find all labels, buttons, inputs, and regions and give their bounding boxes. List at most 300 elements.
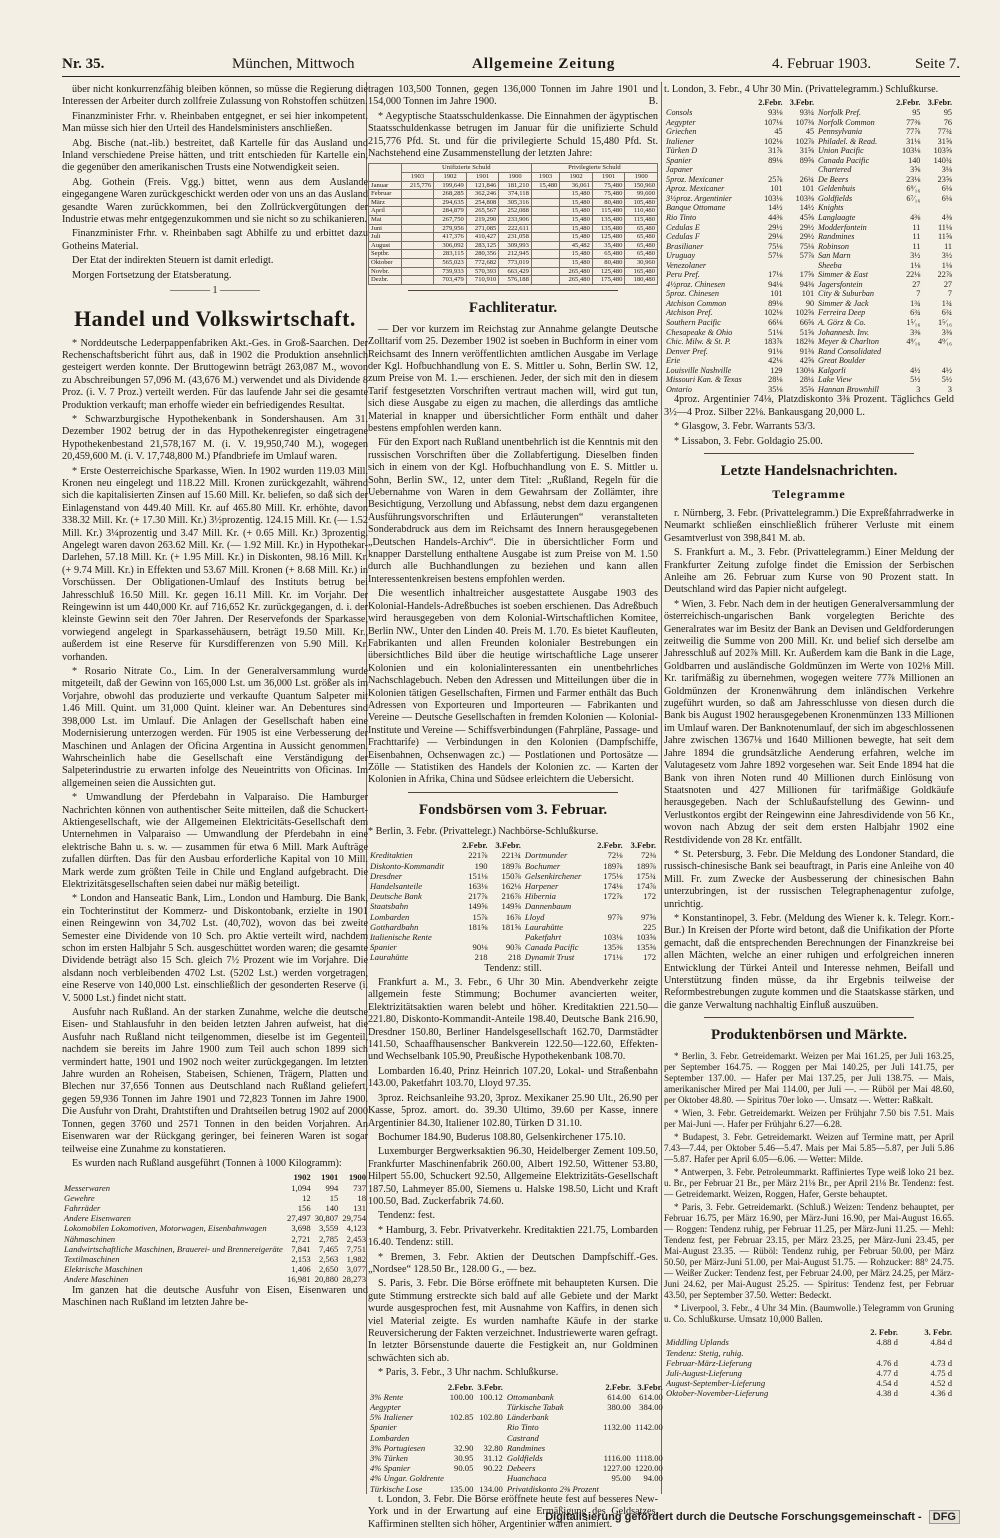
table-cell: 267,750 [434,216,467,225]
table-cell [601,1412,633,1422]
table-cell: 410,427 [466,233,499,242]
table-cell: Knights [818,203,844,213]
table-cell: 4.73 d [930,1357,952,1368]
table-cell: 3⅜ [941,327,952,337]
market-paragraph: Bochumer 184.90, Buderus 108.80, Gelsenkirchener 175.10. [378,1131,626,1143]
table-cell: Nähmaschinen [64,1233,116,1244]
table-header-cell: 1903 [531,173,559,182]
table-cell: 1220.00 [634,1463,663,1474]
table-header-cell: 1901 [321,1172,339,1183]
table-cell: Gotthardbahn [370,921,419,932]
table-cell: 42⅛ [768,356,783,366]
table-cell: 80,480 [592,258,625,267]
table-cell: 1,094 [291,1182,311,1193]
table-cell: 2,785 [318,1233,339,1244]
table-cell: 172 [643,891,656,902]
table-cell: Chartered [818,165,852,175]
table-cell: Privatdiskonto 2⅜ Prozent [506,1483,599,1494]
paragraph: Die wesentlich inhaltreicher ausgestattete Ausgabe 1903 des Kolonial-Handels-Adreßbuches ist soeben erschienen. Das Adreßbuch wird herausgegeben von dem Kolonial-Wirtschaftlichen Komitee, Berlin NW., Unter den Linden 40. Preis M. 1.70. Es bietet Kaufleuten, Fabrikanten und allen Freunden kolonialer Bestrebungen ein übersichtliches Bild über die heutige wirtschaftliche Lage unserer Kolonien und ein kolonialinteressanten ein unentbehrliches Nachschlagebuch. Neben den Adressen und Mitteilungen über die in Kolonien tätigen Gesellschaften, Firmen und Farmer enthält das Buch Adressen von Exporteuren und Importeuren — Fabrikanten und Vereine — Deutsche Gesellschaften in fremden Kolonien — Kolonial-Institute und Vereine — Schiffsverbindungen (Fahrpläne, Passage- und Frachttarife) — Verbindungen in den Kolonien (Dampfschiffe, Eisenbahnen, Ochsenwagen zc.) — Postlationen und Portosätze — Zölle — Statistiken des Handels der Kolonien zc. — Karten der Kolonien in Afrika, China und Südsee erleichtern die Uebersicht. [368,588,658,786]
market-paragraph: * Wien, 3. Febr. Getreidemarkt. Weizen per Frühjahr 7.50 bis 7.51. Mais per Mai-Juni —. Hafer per Frühjahr 6.27—6.28. [664,1108,954,1130]
market-paragraph: * Antwerpen, 3. Febr. Petroleummarkt. Raffiniertes Type weiß loko 21 bez. u. Br., per Februar 21 Br., per März 21⅛ Br., per April 21⅛ Br. Tendenz: fest. — Getreidemarkt. Weizen, Roggen, Hafer, Gerste behauptet. [664,1167,954,1200]
table-cell: 175¾ [636,870,656,881]
table-cell: 3⅜ [910,327,921,337]
table-cell: 216⅞ [501,891,521,902]
table-cell: 80,480 [592,198,625,207]
place-date: München, Mittwoch [232,56,355,72]
table-cell: 22⅞ [937,270,952,280]
table-cell: 45 [805,127,815,137]
page-number: Seite 7. [915,56,960,72]
table-cell [531,190,559,199]
table-cell: 28⅛ [768,375,783,385]
table-header-cell: 1900 [348,1172,366,1183]
table-row [369,241,658,250]
table-cell: 150,960 [625,181,658,190]
table-cell: 3½proz. Argentinier [666,193,732,203]
table-cell [446,1433,475,1443]
table-header-cell [505,1382,601,1392]
table-cell: San Marn [818,251,851,261]
table-cell: 42⅝ [799,356,815,366]
table-cell: 174⅛ [603,881,623,891]
table-cell: 165,480 [625,267,658,276]
table-cell: 131 [353,1202,366,1213]
table-cell: 94⅛ [768,279,783,289]
table-cell [446,1422,475,1432]
table-cell: Geldenhuis [818,184,856,194]
table-cell: 212,945 [499,250,532,259]
table-row [664,318,954,328]
table-cell: Italiener [666,136,695,146]
table-cell: 29,754 [342,1213,366,1224]
table-cell: 94.00 [643,1473,663,1484]
table-row [664,213,954,223]
table-header-cell: 1901 [592,173,625,182]
table-cell [601,1443,633,1453]
table-cell: 65,480 [592,250,625,259]
table-cell: 219,290 [466,216,499,225]
table-cell [475,1473,504,1483]
table-cell: 72⅜ [640,850,656,861]
table-cell [401,241,434,250]
table-cell: 294,635 [434,198,467,207]
table-group-header: Unifizierte Schuld [401,164,531,173]
top-paragraph [368,84,658,109]
article-paragraph: * Umwandlung der Pferdebahn in Valparaiso. Die Hamburger Nachrichten können von authentischer Seite mitteilen, daß die Schuckert-Aktiengesellschaft, wie der Allgemeinen Elektricitäts-Gesellschaft dem Unternehmen in Valparaiso — Umwandlung der Pferdebahn in eine elektrische Bahn u. s. w. — zusammen für etwa 6 Mill. Mark Aufträge zufallen dürften. Das für den Ausbau erforderliche Kapital von 10 Mill. Mark werde zum größten Teile in Chile und England aufgebracht. Die Elektrizitätsgesellschaften seien dabei nur mäßig beteiligt. [62,792,368,890]
article-paragraph: * Schwarzburgische Hypothekenbank in Sondershausen. Am 31. Dezember 1902 betrug der in das Hypothekenregister eingetragene Hypothekenbestand 21,578,167 M. (i. V. 19,950,740 M.), wogegen 20,459,600 M. (i. V. 17,748,800 M.) Pfandbriefe im Umlauf waren. [62,413,368,463]
table-row [664,299,954,309]
table-cell: 11 [912,232,921,242]
table-cell: Pennsylvania [818,127,863,137]
table-cell: 30,960 [625,258,658,267]
table-cell: Paketfahrt [524,932,562,943]
table-row [664,1378,954,1388]
table-row [664,165,954,175]
table-cell: 20,880 [314,1274,339,1285]
table-cell: 15,480 [560,216,593,225]
column-right [664,84,954,1484]
divider [408,792,618,793]
table-cell: April [369,207,402,216]
table-cell: 1¾ [910,298,921,308]
table-cell: 11 [912,222,921,232]
table-header-cell: 3.Febr. [477,1381,503,1392]
table-cell: 380.00 [607,1402,631,1413]
table-cell: Diskonto-Kommandit [370,860,444,871]
table-cell: 51⅛ [768,327,783,337]
table-cell: Banque Ottomane [666,203,726,213]
table-cell: Dresdner [370,870,403,881]
news-paragraph: S. Frankfurt a. M., 3. Febr. (Privattelegramm.) Einer Meldung der Frankfurter Zeitung zufolge findet die Emission der Serbischen Anleihe am 26. Februar zum Kurse von 90 Prozent statt. In Deutschland wird das Papier nicht aufgelegt. [664,547,954,596]
table-cell: 3,698 [291,1223,311,1234]
divider [704,453,914,454]
table-cell: 268,285 [434,190,467,199]
table-cell: 75⅛ [768,241,783,251]
table-cell: 65,480 [625,233,658,242]
table-cell: 4⁹⁄₁₆ [937,337,952,347]
table-cell [922,356,954,366]
table-cell: 140¾ [933,155,952,165]
table-cell: 31.12 [483,1453,503,1464]
table-row [368,850,658,860]
table-cell: Meyer & Charlton [818,337,879,347]
table-cell [401,276,434,285]
table-cell: Missouri Kan. & Texas [666,375,742,385]
table-cell: 72⅛ [607,850,623,861]
table-row [369,207,658,216]
table-cell: 140 [325,1202,339,1213]
table-row [369,198,658,207]
table-cell: 89⅛ [768,298,783,308]
table-header-cell: 2.Febr. [758,98,783,108]
subsection-telegramme: Telegramme [772,486,846,501]
table-cell: 3 [947,384,952,394]
table-cell: 3⅝ [910,165,921,175]
table-cell: 6⅛ [941,193,952,203]
table-cell: 4.88 d [876,1337,898,1348]
table-row [369,258,658,267]
table-row [368,1402,665,1412]
table-cell [753,165,785,175]
table-cell: Dortmunder [524,850,568,861]
table-cell: 231,058 [499,233,532,242]
berlin-heading: * Berlin, 3. Febr. (Privattelegr.) Nachbörse-Schlußkurse. [368,825,599,837]
table-cell: 30,807 [314,1213,339,1224]
column-left [62,84,368,1484]
table-cell: Andere Eisenwaren [64,1213,131,1224]
table-cell: 565,023 [434,258,467,267]
news-paragraph: * St. Petersburg, 3. Febr. Die Meldung des Londoner Standard, die russisch-chinesische Bank sei beauftragt, in Paris eine Anleihe von 40 Mill. Fr. zum Zwecke der Ausbesserung der chinesischen Bahn unterzubringen, ist der russischen Telegraphenagentur zufolge, unrichtig. [664,848,954,910]
market-paragraph: * Paris, 3. Febr., 3 Uhr nachm. Schlußkurse. [378,1367,559,1379]
table-cell: 65,480 [625,241,658,250]
article-paragraph: * Erste Oesterreichische Sparkasse, Wien. In 1902 wurden 119.03 Mill. Kronen neu eingelegt und 118.22 Mill. Kronen zurückgezahlt, während sich die kapitalisierten Zinsen auf 15.60 Mill. Kr. beliefen, so daß sich der Einlagenstand von 449.40 Mill. Kr. auf 465.80 Mill. Kr. erhöhte, davon 338.32 Mill. Kr. (+ 17.30 Mill. Kr.) 3½prozentig. 124.15 Mill. Kr. (— 1.52 Mill. Kr.) 3¼prozentig und 3.47 Mill. Kr. (+ 0.65 Mill. Kr.) 3prozentig. Angelegt waren davon 263.62 Mill. Kr. (— 1.92 Mill. Kr.) in Hypothekar-Darlehen, 57.18 Mill. Kr. (+ 1.95 Mill. Kr.) in Diskonten, 98.16 Mill. Kr. (+ 9.74 Mill. Kr.) in Effekten und 53.67 Mill. Kronen (+ 8.68 Mill. Kr.) in Vorschüssen. Der Obligationen-Umlauf des Instituts betrug bei Jahresschluß 16.50 Mill. Kr. gegen 16.11 Mill. Kr. im Vorjahr. Der Reingewinn ist um 440,000 Kr. auf 716,652 Kr. zurückgegangen, d. i. der kleinste Gewinn seit den 70er Jahren. Der Reservefonds der Sparkasse, vorwiegend angelegt in Sparkassehäusern, beträgt 19.50 Mill. Kr., außerdem ist eine Reserve für Kursdifferenzen von 5.90 Mill. Kr. vorhanden. [62,465,368,663]
table-cell: 15,480 [560,250,593,259]
table-cell [401,267,434,276]
table-cell: Denver Pref. [666,346,708,356]
table-cell: Randmines [506,1442,546,1453]
table-cell [891,203,923,213]
table-cell: 189⅞ [636,860,656,871]
table-cell: Rand Consolidated [818,346,882,356]
table-cell: 254,808 [466,198,499,207]
table-header-cell: 3.Febr. [630,840,656,851]
table-cell: 215,776 [401,181,434,190]
table-cell: Tendenz: Stetig, ruhig. [666,1347,744,1358]
paragraph: Finanzminister Frhr. v. Rheinbaben sagt Abhilfe zu und erbittet dazu Gotheins Material. [62,228,368,252]
table-cell: Castrand [506,1432,539,1443]
table-cell: 1142.00 [635,1422,663,1433]
section-title-fondsboersen: Fondsbörsen vom 3. Februar. [418,801,608,818]
table-cell: 4% Spanier [370,1463,411,1474]
table-cell: März [369,198,402,207]
table-cell [531,216,559,225]
table-cell: Laurahütte [370,952,409,963]
table-cell: 5proz. Mexicaner [666,174,724,184]
table-cell: 7,465 [318,1243,339,1254]
table-cell: 3% Portugiesen [370,1442,426,1453]
paragraph: * Glasgow, 3. Febr. Warrants 53/3. [674,421,816,433]
table-header-cell: 3.Febr. [927,98,952,108]
table-cell: 703,479 [434,276,467,285]
table-row [369,190,658,199]
table-row [664,146,954,156]
table-cell: 149⅝ [468,901,488,912]
table-cell: 14½ [799,203,815,213]
table-cell: 994 [325,1182,339,1193]
table-cell: 222,611 [499,224,532,233]
table-cell: 7 [916,289,921,299]
table-cell: 91⅜ [799,346,815,356]
table-cell: August [369,241,402,250]
article-paragraph: Ausfuhr nach Rußland. An der starken Zunahme, welche die deutsche Eisen- und Stahlausfuhr in den beiden letzten Jahren aufweist, hat die Ausfuhr nach Rußland nicht teilgenommen, dieselbe ist im Gegenteil, nachdem sie bereits im Jahre 1900 zum Teil auch schon 1899 sich vermindert hatte, 1901 und 1902 noch weiter zurückgegangen. Im letzten Jahre wurden an Roheisen, Stabeisen, Schienen, Trägern, Platten und Blechen nur 37,656 Tonnen aus Deutschland nach Rußland geliefert, gegen 59,936 Tonnen im Jahre 1901 und 72,823 Tonnen im Jahre 1900. Die Ausfuhr von Draht, Drahtstiften und Drahtseilen betrug 1902 auf 2000 Tonnen, gegen 3760 und 2571 Tonnen in den beiden Vorjahren. An Eisenwaren war der Rückgang geringer, bei feineren Waren ist sogar teilweise eine Zunahme zu konstatieren. [62,1007,368,1155]
table-header-cell [664,98,753,108]
table-cell: Cedulas E [666,222,700,232]
table-cell: Great Boulder [818,356,866,366]
table-cell: 4.52 d [930,1378,952,1389]
export-closing: Im ganzen hat die deutsche Ausfuhr von Eisen, Eisenwaren und Maschinen nach Rußland im letzten Jahre be- [62,1284,368,1308]
table-cell: 16,981 [287,1274,311,1285]
table-cell [633,1443,665,1453]
table-cell [922,203,954,213]
table-cell: 4.76 d [876,1357,898,1368]
table-cell: 4.84 d [930,1337,952,1348]
table-cell: 2,721 [291,1233,311,1244]
table-cell: 156 [297,1202,311,1213]
table-cell: 101 [770,289,783,299]
table-cell: 175⅛ [603,870,623,881]
table-header-cell: 2.Febr. [447,1381,474,1392]
table-cell [891,347,923,357]
table-cell: 77⅞ [906,127,921,137]
table-cell: 57⅛ [768,251,783,261]
table-cell: 102⅛ [764,136,783,146]
table-cell: Dannenbaum [524,901,572,912]
table-row [368,1484,665,1494]
table-cell: Dezbr. [369,276,402,285]
table-row [664,280,954,290]
table-cell: 27,497 [287,1213,311,1224]
table-cell: 129 [770,365,783,375]
table-cell: 107⅛ [764,117,783,127]
table-cell: 151⅛ [468,870,488,881]
table-cell: 1,982 [346,1253,366,1264]
table-cell: 4½ [941,365,952,375]
table-row [369,181,658,190]
table-cell: 283,115 [434,250,467,259]
table-cell: 175,480 [592,276,625,285]
berlin-tendency: Tendenz: still. [484,962,542,974]
market-paragraph: * Liverpool, 3. Febr., 4 Uhr 34 Min. (Baumwolle.) Telegramm von Gruning u. Co. Schlußkurse. Umsatz 10,000 Ballen. [664,1303,954,1325]
table-cell: Simmer & East [818,270,869,280]
table-cell: 15,480 [560,224,593,233]
table-cell: 15⅞ [472,911,488,922]
table-cell: 181⅝ [468,921,488,932]
table-cell: 2,453 [346,1233,366,1244]
divider [704,1017,914,1018]
table-cell: Staatsbahn [370,901,409,912]
section-title-handel: Handel und Volkswirtschaft. [74,305,356,331]
table-header-cell: 1901 [466,173,499,182]
table-cell: 15,480 [560,258,593,267]
table-cell: Brasilianer [666,241,704,251]
table-cell: 5½ [910,375,921,385]
table-cell [401,207,434,216]
table-cell: 2,563 [318,1253,339,1264]
table-cell: 97⅝ [640,911,656,922]
table-cell: 16⅞ [505,911,521,922]
table-cell: 5proz. Chinesen [666,289,719,299]
egypt-table [368,163,658,284]
table-cell: Hannan Brownhill [818,384,879,394]
table-cell [531,233,559,242]
table-cell: 4.38 d [876,1388,898,1399]
column-middle [368,84,663,1530]
table-cell: 252,088 [499,207,532,216]
table-cell: 57⅞ [799,251,815,261]
table-cell: Rio Tinto [666,212,697,222]
table-cell: 306,092 [434,241,467,250]
table-row [664,194,954,204]
table-cell [591,922,624,932]
table-cell: 218 [474,952,488,963]
table-cell: Spanier [370,942,397,953]
table-cell: Laurahütte [524,921,564,932]
table-cell: 280,356 [466,250,499,259]
table-cell: 17⅝ [799,270,815,280]
table-cell: Dynamit Trust [524,952,575,963]
table-cell: 90⅞ [505,942,521,953]
egypt-paragraph: * Aegyptische Staatsschuldenkasse. Die Einnahmen der ägyptischen Staatsschuldenkasse betrugen im Januar für die unifizierte Schuld 215,776 Pfd. St. und für die privilegierte Schuld 15,480 Pfd. St. Nachstehend eine Zusammenstellung der letzten Jahre: [368,110,658,160]
table-row [664,270,954,280]
table-row [664,385,954,395]
table-cell: 90⅛ [472,942,488,953]
table-header-cell: 1900 [499,173,532,182]
market-paragraph: * Budapest, 3. Febr. Getreidemarkt. Weizen auf Termine matt, per April 7.43—7.44, per Oktober 5.46—5.47. Mais per Mai 5.85—5.87, per Juli 5.86—5.87. Hafer per April 6.05—6.06. — Wetter: Milde. [664,1132,954,1165]
table-cell [401,190,434,199]
table-cell: 1,406 [291,1264,311,1275]
table-cell [475,1422,504,1432]
table-cell: Andere Maschinen [64,1274,129,1285]
table-cell: 90.22 [483,1463,503,1474]
footer-text: Digitalisierung gefördert durch die Deutsche Forschungsgemeinschaft - [545,1511,922,1523]
table-header-cell: 2.Febr. [597,840,623,851]
table-cell: 31⅛ [906,136,921,146]
table-cell: 32.90 [454,1442,474,1453]
table-cell: 6⁷⁄₁₆ [906,193,921,203]
table-cell: 417,376 [434,233,467,242]
table-cell: 15,480 [560,207,593,216]
table-cell: Randmines [818,232,855,242]
table-row [368,901,658,911]
table-cell: Chic. Milw. & St. P. [666,337,731,347]
table-cell: Union Pacific [818,146,864,156]
table-cell: 51⅝ [799,327,815,337]
table-row [664,328,954,338]
london-quotes-table [664,98,954,394]
table-cell: 1¾ [941,298,952,308]
table-cell: 115,480 [592,207,625,216]
table-cell: 11 [944,241,952,251]
table-cell: 101 [801,289,815,299]
table-cell: 2,153 [291,1253,311,1264]
table-row [664,118,954,128]
table-cell [922,347,954,357]
table-cell: Handelsanteile [370,881,423,891]
table-cell: 103⅛ [901,146,921,156]
table-cell: 25⅞ [768,174,783,184]
table-cell: De Beers [818,174,849,184]
table-cell: Lombarden [370,1432,410,1443]
table-header-cell: 3. Febr. [924,1327,952,1338]
business-articles [62,338,368,1156]
table-row [664,127,954,137]
table-cell: 576,188 [499,276,532,285]
table-row [368,952,658,962]
table-cell: 283,125 [466,241,499,250]
table-cell: 3% Türken [370,1453,408,1464]
table-cell: 199,649 [434,181,467,190]
table-cell [785,261,817,271]
table-header-cell: 3.Febr. [495,840,521,851]
table-cell [633,1433,665,1443]
table-cell: Simmer & Jack [818,298,869,308]
table-cell: 65,480 [625,250,658,259]
table-row [368,871,658,881]
table-cell: 32.80 [483,1442,503,1453]
table-cell: 6⁹⁄₁₆ [906,184,921,194]
table-cell: Louisville Nashville [666,365,732,375]
table-cell: 15,480 [560,198,593,207]
table-cell: Venezolaner [666,260,707,270]
paragraph: Abg. Bische (nat.-lib.) bestreitet, daß Kartelle für das Ausland und Inland verschiedene Preise hätten, und tritt entschieden für Kartelle ein, die gegenüber den amerikanischen Trusts eine Notwendigkeit seien. [62,137,368,174]
table-cell: 135.00 [449,1483,474,1494]
table-cell: 101 [770,184,783,194]
table-cell: 103⅛ [764,193,783,203]
table-row [369,276,658,285]
table-cell: Debeers [506,1463,536,1474]
top-paragraph-text: tragen 103,500 Tonnen, gegen 136,000 Tonnen im Jahre 1901 und 154,000 Tonnen im Jahre 1900. [368,84,658,108]
table-cell: Erie [666,356,681,366]
market-paragraph: Tendenz: fest. [378,1210,435,1222]
table-cell: 217⅞ [468,891,488,902]
table-cell: 218 [508,952,521,963]
table-cell: 29½ [799,222,815,232]
table-header-cell: 1902 [560,173,593,182]
table-cell: Novbr. [369,267,402,276]
table-cell: 570,393 [466,267,499,276]
table-row [368,1453,665,1463]
table-cell: 30.95 [454,1453,474,1464]
